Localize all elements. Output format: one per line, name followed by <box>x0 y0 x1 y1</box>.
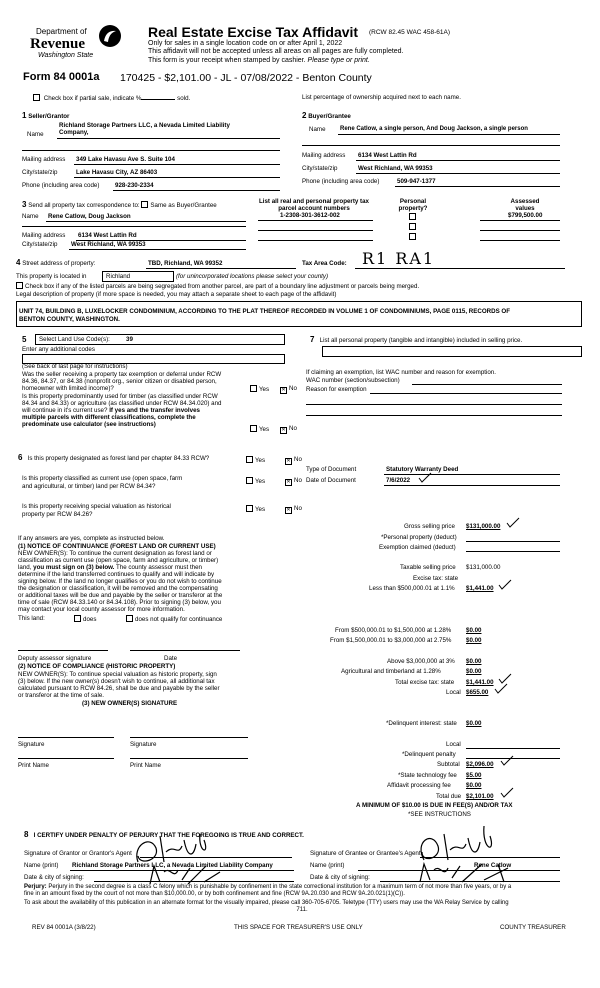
affidavit-fee-value[interactable]: $0.00 <box>466 782 482 789</box>
certify-statement: 8 I CERTIFY UNDER PENALTY OF PERJURY THAT THE FOREGOING IS TRUE AND CORRECT. <box>24 830 304 839</box>
check-mark-icon <box>500 756 514 766</box>
total-due-value[interactable]: $2,101.00 <box>466 793 494 800</box>
continuance-h1: (1) NOTICE OF CONTINUANCE (FOREST LAND OR CURRENT USE) <box>18 543 216 550</box>
total-state-value[interactable]: $1,441.00 <box>466 679 494 686</box>
continuance-t5: signing below. If the land no longer qualifies or you do not wish to continue <box>18 578 222 585</box>
buyer-mailing-label: Mailing address <box>302 152 346 159</box>
tier3-label: From $1,500,000.01 to $3,000,000 at 2.75% <box>330 637 452 644</box>
seller-name-line1[interactable]: Richland Storage Partners LLC, a Nevada Limited Liability <box>59 122 230 129</box>
grantee-signature-icon <box>410 820 520 886</box>
partial-sale-checkbox[interactable] <box>33 94 40 101</box>
check-mark-icon <box>500 788 514 798</box>
personal-deduct-label: *Personal property (deduct) <box>381 534 457 541</box>
continuance-t4: determine if the land transferred continues to qualify and will indicate by <box>18 571 215 578</box>
segregated-row: Check box if any of the listed parcels are being segregated from another parcel, are part of a boundary line adjustment or parcels being merged. <box>16 282 419 290</box>
buyer-heading: 2 Buyer/Grantee <box>302 111 351 120</box>
same-as-buyer-checkbox[interactable] <box>141 201 148 208</box>
legal-label: Legal description of property (if more space is needed, you may attach a separate sheet to each page of the affidavit) <box>16 291 337 298</box>
tax-area-value[interactable]: R1 RA1 <box>362 249 436 268</box>
buyer-city-label: City/state/zip <box>302 165 338 172</box>
grantee-date-label: Date & city of signing: <box>310 874 370 881</box>
located-note: (for unincorporated locations please select your county) <box>176 273 329 280</box>
tier4-value[interactable]: $0.00 <box>466 658 482 665</box>
wac-line2: WAC number (section/subsection) <box>306 377 400 384</box>
notice-1: Only for sales in a single location code on or after April 1, 2022 <box>148 40 343 47</box>
forest-q3-yes[interactable]: Yes <box>246 505 265 513</box>
personal-checkbox-3[interactable] <box>409 233 418 241</box>
see-instructions: *SEE INSTRUCTIONS <box>408 811 471 818</box>
taxable-value[interactable]: $131,000.00 <box>466 564 501 571</box>
seller-phone-label: Phone (including area code) <box>22 182 100 189</box>
q2-line4: multiple parcels with different classifications, complete the <box>22 414 196 421</box>
tax-area-label: Tax Area Code: <box>302 260 347 267</box>
correspondence-mailing[interactable]: 6134 West Lattin Rd <box>78 232 137 239</box>
doc-type-value[interactable]: Statutory Warranty Deed <box>386 466 459 473</box>
q1-yes[interactable]: Yes <box>250 385 269 393</box>
continuance-t1: NEW OWNER(S): To continue the current designation as forest land or <box>18 550 212 557</box>
notice-3: This form is your receipt when stamped by cashier. Please type or print. <box>148 57 370 64</box>
total-state-label: Total excise tax: state <box>395 679 455 686</box>
section-5-number: 5 <box>22 335 27 344</box>
perjury-note: Perjury: Perjury in the second degree is a class C felony which is punishable by confinement in the state correctional institution for a maximum term of not more than five years, or by a fine in an amount fixed by the court of not more than $10,000.00, or by both confinement and fine (RCW 9A.20.030 and RCW 9A.20.021(1)(C)). <box>24 884 512 898</box>
check-mark-icon <box>506 518 520 528</box>
agency-line1: Department of <box>36 27 87 36</box>
seller-city[interactable]: Lake Havasu City, AZ 86403 <box>76 169 158 176</box>
parcel-number[interactable]: 1-2308-301-3612-002 <box>280 212 340 219</box>
grantor-signature-label: Signature of Grantor or Grantor's Agent <box>24 850 132 857</box>
q1-no[interactable]: ✕ No <box>281 385 297 393</box>
owner-print-2-label: Print Name <box>130 762 161 769</box>
wac-line1: If claiming an exemption, list WAC number and reason for exemption. <box>306 369 496 376</box>
tech-fee-label: *State technology fee <box>398 772 457 779</box>
footer-rev: REV 84 0001A (3/8/22) <box>32 924 96 931</box>
footer-treasurer-space: THIS SPACE FOR TREASURER'S USE ONLY <box>234 924 363 931</box>
personal-property-heading: Personal property? <box>398 198 428 213</box>
correspondence-mailing-label: Mailing address <box>22 232 66 239</box>
continuance-t2: classification as current use (open space, farm and agriculture, or timber) <box>18 557 219 564</box>
form-number: Form 84 0001a <box>23 71 100 83</box>
continuance-t6: the designation or classification, it will be removed and the compensating <box>18 585 218 592</box>
forest-q2-line2: and agricultural, or timber) land per RCW 84.34? <box>22 483 156 490</box>
tier1-label: Less than $500,000.01 at 1.1% <box>369 585 455 592</box>
additional-codes-label: Enter any additional codes <box>22 346 95 353</box>
q2-line5: predominate use calculator (see instructions) <box>22 421 156 428</box>
forest-q2-yes[interactable]: Yes <box>246 477 265 485</box>
forest-q1-no[interactable]: ✕ No <box>286 456 302 464</box>
buyer-city[interactable]: West Richland, WA 99353 <box>358 165 433 172</box>
partial-sale-row: Check box if partial sale, indicate % sold. <box>33 94 190 102</box>
check-mark-icon <box>494 684 508 694</box>
seller-name-label: Name <box>27 131 44 138</box>
continuance-t8: time of sale (RCW 84.33.140 or 84.34.108). Prior to signing (3) below, you <box>18 599 221 606</box>
subtotal-label: Subtotal <box>437 761 460 768</box>
form-title: Real Estate Excise Tax Affidavit <box>148 24 359 40</box>
forest-q2-no[interactable]: ✕ No <box>286 477 302 485</box>
personal-checkbox-1[interactable] <box>409 213 418 221</box>
affidavit-fee-label: Affidavit processing fee <box>387 782 451 789</box>
see-back: (See back of last page for instructions) <box>22 363 128 370</box>
personal-property-input[interactable] <box>322 346 582 357</box>
buyer-name-label: Name <box>309 126 326 133</box>
q1-line3: homeowner with limited income)? <box>22 385 114 392</box>
compliance-c2: (3) below. If the new owner(s) doesn't wish to continue, all additional tax <box>18 678 215 685</box>
seller-mailing-label: Mailing address <box>22 156 66 163</box>
forest-q3-line2: property per RCW 84.26? <box>22 511 93 518</box>
department-logo-icon <box>98 24 122 48</box>
land-use-select[interactable]: Select Land Use Code(s): 39 <box>35 334 285 345</box>
q1-line1: Was the seller receiving a property tax exemption or deferral under RCW <box>22 371 222 378</box>
located-select[interactable]: Richland <box>102 271 174 282</box>
q2-line1: Is this property predominantly used for timber (as classified under RCW <box>22 393 218 400</box>
forest-q2-line1: Is this property classified as current use (open space, farm <box>22 475 183 482</box>
segregated-checkbox[interactable] <box>16 282 23 289</box>
doc-date-label: Date of Document <box>306 477 356 484</box>
new-owner-signature-heading: (3) NEW OWNER(S) SIGNATURE <box>82 700 178 707</box>
forest-q3-no[interactable]: ✕ No <box>286 505 302 513</box>
forest-q1-yes[interactable]: Yes <box>246 456 265 464</box>
does-option[interactable]: does <box>74 615 96 623</box>
does-not-option[interactable]: does not qualify for continuance <box>126 615 222 623</box>
q2-no[interactable]: ✕ No <box>281 425 297 433</box>
reason-label: Reason for exemption <box>306 386 367 393</box>
handwritten-reference: 170425 - $2,101.00 - JL - 07/08/2022 - Benton County <box>120 72 372 84</box>
owner-signature-1-label: Signature <box>18 741 45 748</box>
compliance-c3: calculated pursuant to RCW 84.26, shall be due and payable by the seller <box>18 685 220 692</box>
buyer-name[interactable]: Rene Catlow, a single person, And Doug Jackson, a single person <box>340 126 528 132</box>
forest-q3-line1: Is this property receiving special valuation as historical <box>22 503 171 510</box>
street-value[interactable]: TBD, Richland, WA 99352 <box>148 260 223 267</box>
penalty-label: *Delinquent penalty <box>402 751 456 758</box>
grantor-date-label: Date & city of signing: <box>24 874 84 881</box>
deputy-signature-label: Deputy assessor signature <box>18 655 92 662</box>
personal-property-heading-7: 7 List all personal property (tangible and intangible) included in selling price. <box>310 335 523 344</box>
gross-value[interactable]: $131,000.00 <box>466 523 501 530</box>
assessed-heading: Assessed values <box>510 198 540 213</box>
q1-line2: 84.36, 84.37, or 84.38 (nonprofit org., senior citizen or disabled person, <box>22 378 217 385</box>
seller-name-line2[interactable]: Company, <box>59 129 89 136</box>
grantor-name-value[interactable]: Richland Storage Partners LLC, a Nevada Limited Liability Company <box>72 862 273 869</box>
buyer-phone[interactable]: 509-947-1377 <box>397 178 436 185</box>
seller-mailing[interactable]: 349 Lake Havasu Ave S. Suite 104 <box>76 156 175 163</box>
compliance-c4: or transferor at the time of sale. <box>18 692 104 699</box>
grantor-name-label: Name (print) <box>24 862 59 869</box>
form-title-ref: (RCW 82.45 WAC 458-61A) <box>369 29 451 36</box>
continuance-intro: If any answers are yes, complete as instructed below. <box>18 535 165 542</box>
deputy-date-label: Date <box>164 655 178 662</box>
grantee-name-value[interactable]: Rene Catlow <box>474 862 512 869</box>
legal-line2: BENTON COUNTY, WASHINGTON. <box>19 316 120 323</box>
compliance-c1: NEW OWNER(S): To continue special valuation as historic property, sign <box>18 671 217 678</box>
total-due-label: Total due <box>436 793 462 800</box>
legal-line1: UNIT 74, BUILDING B, LUXELOCKER CONDOMINIUM, ACCORDING TO THE PLAT THEREOF RECORDED IN VOLUME 1 OF CONDOMINIUMS, PAGE 0115, RECORDS OF <box>19 308 511 315</box>
tier2-value[interactable]: $0.00 <box>466 627 482 634</box>
subtotal-value[interactable]: $2,096.00 <box>466 761 494 768</box>
seller-city-label: City/state/zip <box>22 169 58 176</box>
notice-2: This affidavit will not be accepted unless all areas on all pages are fully completed. <box>148 48 404 55</box>
exemption-label: Exemption claimed (deduct) <box>379 544 456 551</box>
minimum-note: A MINIMUM OF $10.00 IS DUE IN FEE(S) AND/OR TAX <box>356 802 513 809</box>
interest-state-label: *Delinquent interest: state <box>386 720 457 727</box>
compliance-heading: (2) NOTICE OF COMPLIANCE (HISTORIC PROPERTY) <box>18 663 176 670</box>
forest-q1: 6 Is this property designated as forest land per chapter 84.33 RCW? <box>18 453 210 462</box>
this-land-label: This land: <box>18 615 45 622</box>
q2-yes[interactable]: Yes <box>250 425 269 433</box>
tech-fee-value[interactable]: $5.00 <box>466 772 482 779</box>
tier2-label: From $500,000.01 to $1,500,000 at 1.28% <box>335 627 452 634</box>
ownership-note: List percentage of ownership acquired next to each name. <box>302 94 461 101</box>
grantor-signature-icon <box>130 826 230 888</box>
correspondence-heading: 3 Send all property tax correspondence to: Same as Buyer/Grantee <box>22 200 217 209</box>
local-value[interactable]: $655.00 <box>466 689 489 696</box>
doc-date-value[interactable]: 7/6/2022 <box>386 477 411 484</box>
grantee-name-label: Name (print) <box>310 862 345 869</box>
continuance-t3: land, you must sign on (3) below. The county assessor must then <box>18 564 202 571</box>
gross-label: Gross selling price <box>404 523 455 530</box>
agency-line3: Washington State <box>38 52 94 59</box>
agency-line2: Revenue <box>30 36 85 52</box>
continuance-t7: or additional taxes will be due and payable by the seller or transferor at the <box>18 592 223 599</box>
local-label: Local <box>446 689 461 696</box>
excise-state-label: Excise tax: state <box>413 575 459 582</box>
agri-label: Agricultural and timberland at 1.28% <box>341 668 441 675</box>
tier4-label: Above $3,000,000 at 3% <box>387 658 455 665</box>
assessed-value[interactable]: $799,500.00 <box>508 212 543 219</box>
footer-county-treasurer: COUNTY TREASURER <box>500 924 566 931</box>
correspondence-city-label: City/state/zip <box>22 241 58 248</box>
agri-value[interactable]: $0.00 <box>466 668 482 675</box>
doc-type-label: Type of Document <box>306 466 357 473</box>
continuance-t9: may contact your local county assessor for more information. <box>18 606 185 613</box>
q2-line3: will continue in it's current use? If yes and the transfer involves <box>22 407 200 414</box>
interest-local-label: Local <box>446 741 461 748</box>
buyer-phone-label: Phone (including area code) <box>302 178 380 185</box>
buyer-mailing[interactable]: 6134 West Lattin Rd <box>358 152 417 159</box>
interest-state-value[interactable]: $0.00 <box>466 720 482 727</box>
street-label: 4 Street address of property: <box>16 258 96 267</box>
alternate-format-note: To ask about the availability of this publication in an alternate format for the visually impaired, please call 360-705-6705. Teletype (TTY) users may use the WA Relay Service by calling 711. <box>24 900 509 914</box>
correspondence-name[interactable]: Rene Catlow, Doug Jackson <box>48 213 131 220</box>
parcel-heading: List all real and personal property tax parcel account numbers <box>258 198 370 213</box>
tier3-value[interactable]: $0.00 <box>466 637 482 644</box>
seller-phone[interactable]: 928-230-2334 <box>115 182 154 189</box>
check-mark-icon <box>498 674 512 684</box>
q2-line2: 84.34 and 84.33) or agriculture (as classified under RCW 84.34.020) and <box>22 400 222 407</box>
owner-print-1-label: Print Name <box>18 762 49 769</box>
personal-checkbox-2[interactable] <box>409 223 418 231</box>
taxable-label: Taxable selling price <box>400 564 456 571</box>
seller-heading: 1 Seller/Grantor <box>22 111 70 120</box>
correspondence-city[interactable]: West Richland, WA 99353 <box>71 241 146 248</box>
tier1-value[interactable]: $1,441.00 <box>466 585 494 592</box>
check-mark-icon <box>498 580 512 590</box>
located-label: This property is located in <box>16 273 87 280</box>
legal-description-box[interactable] <box>16 301 582 327</box>
correspondence-name-label: Name <box>22 213 39 220</box>
owner-signature-2-label: Signature <box>130 741 157 748</box>
check-mark-icon <box>418 473 432 483</box>
grantee-signature-label: Signature of Grantee or Grantee's Agent <box>310 850 421 857</box>
